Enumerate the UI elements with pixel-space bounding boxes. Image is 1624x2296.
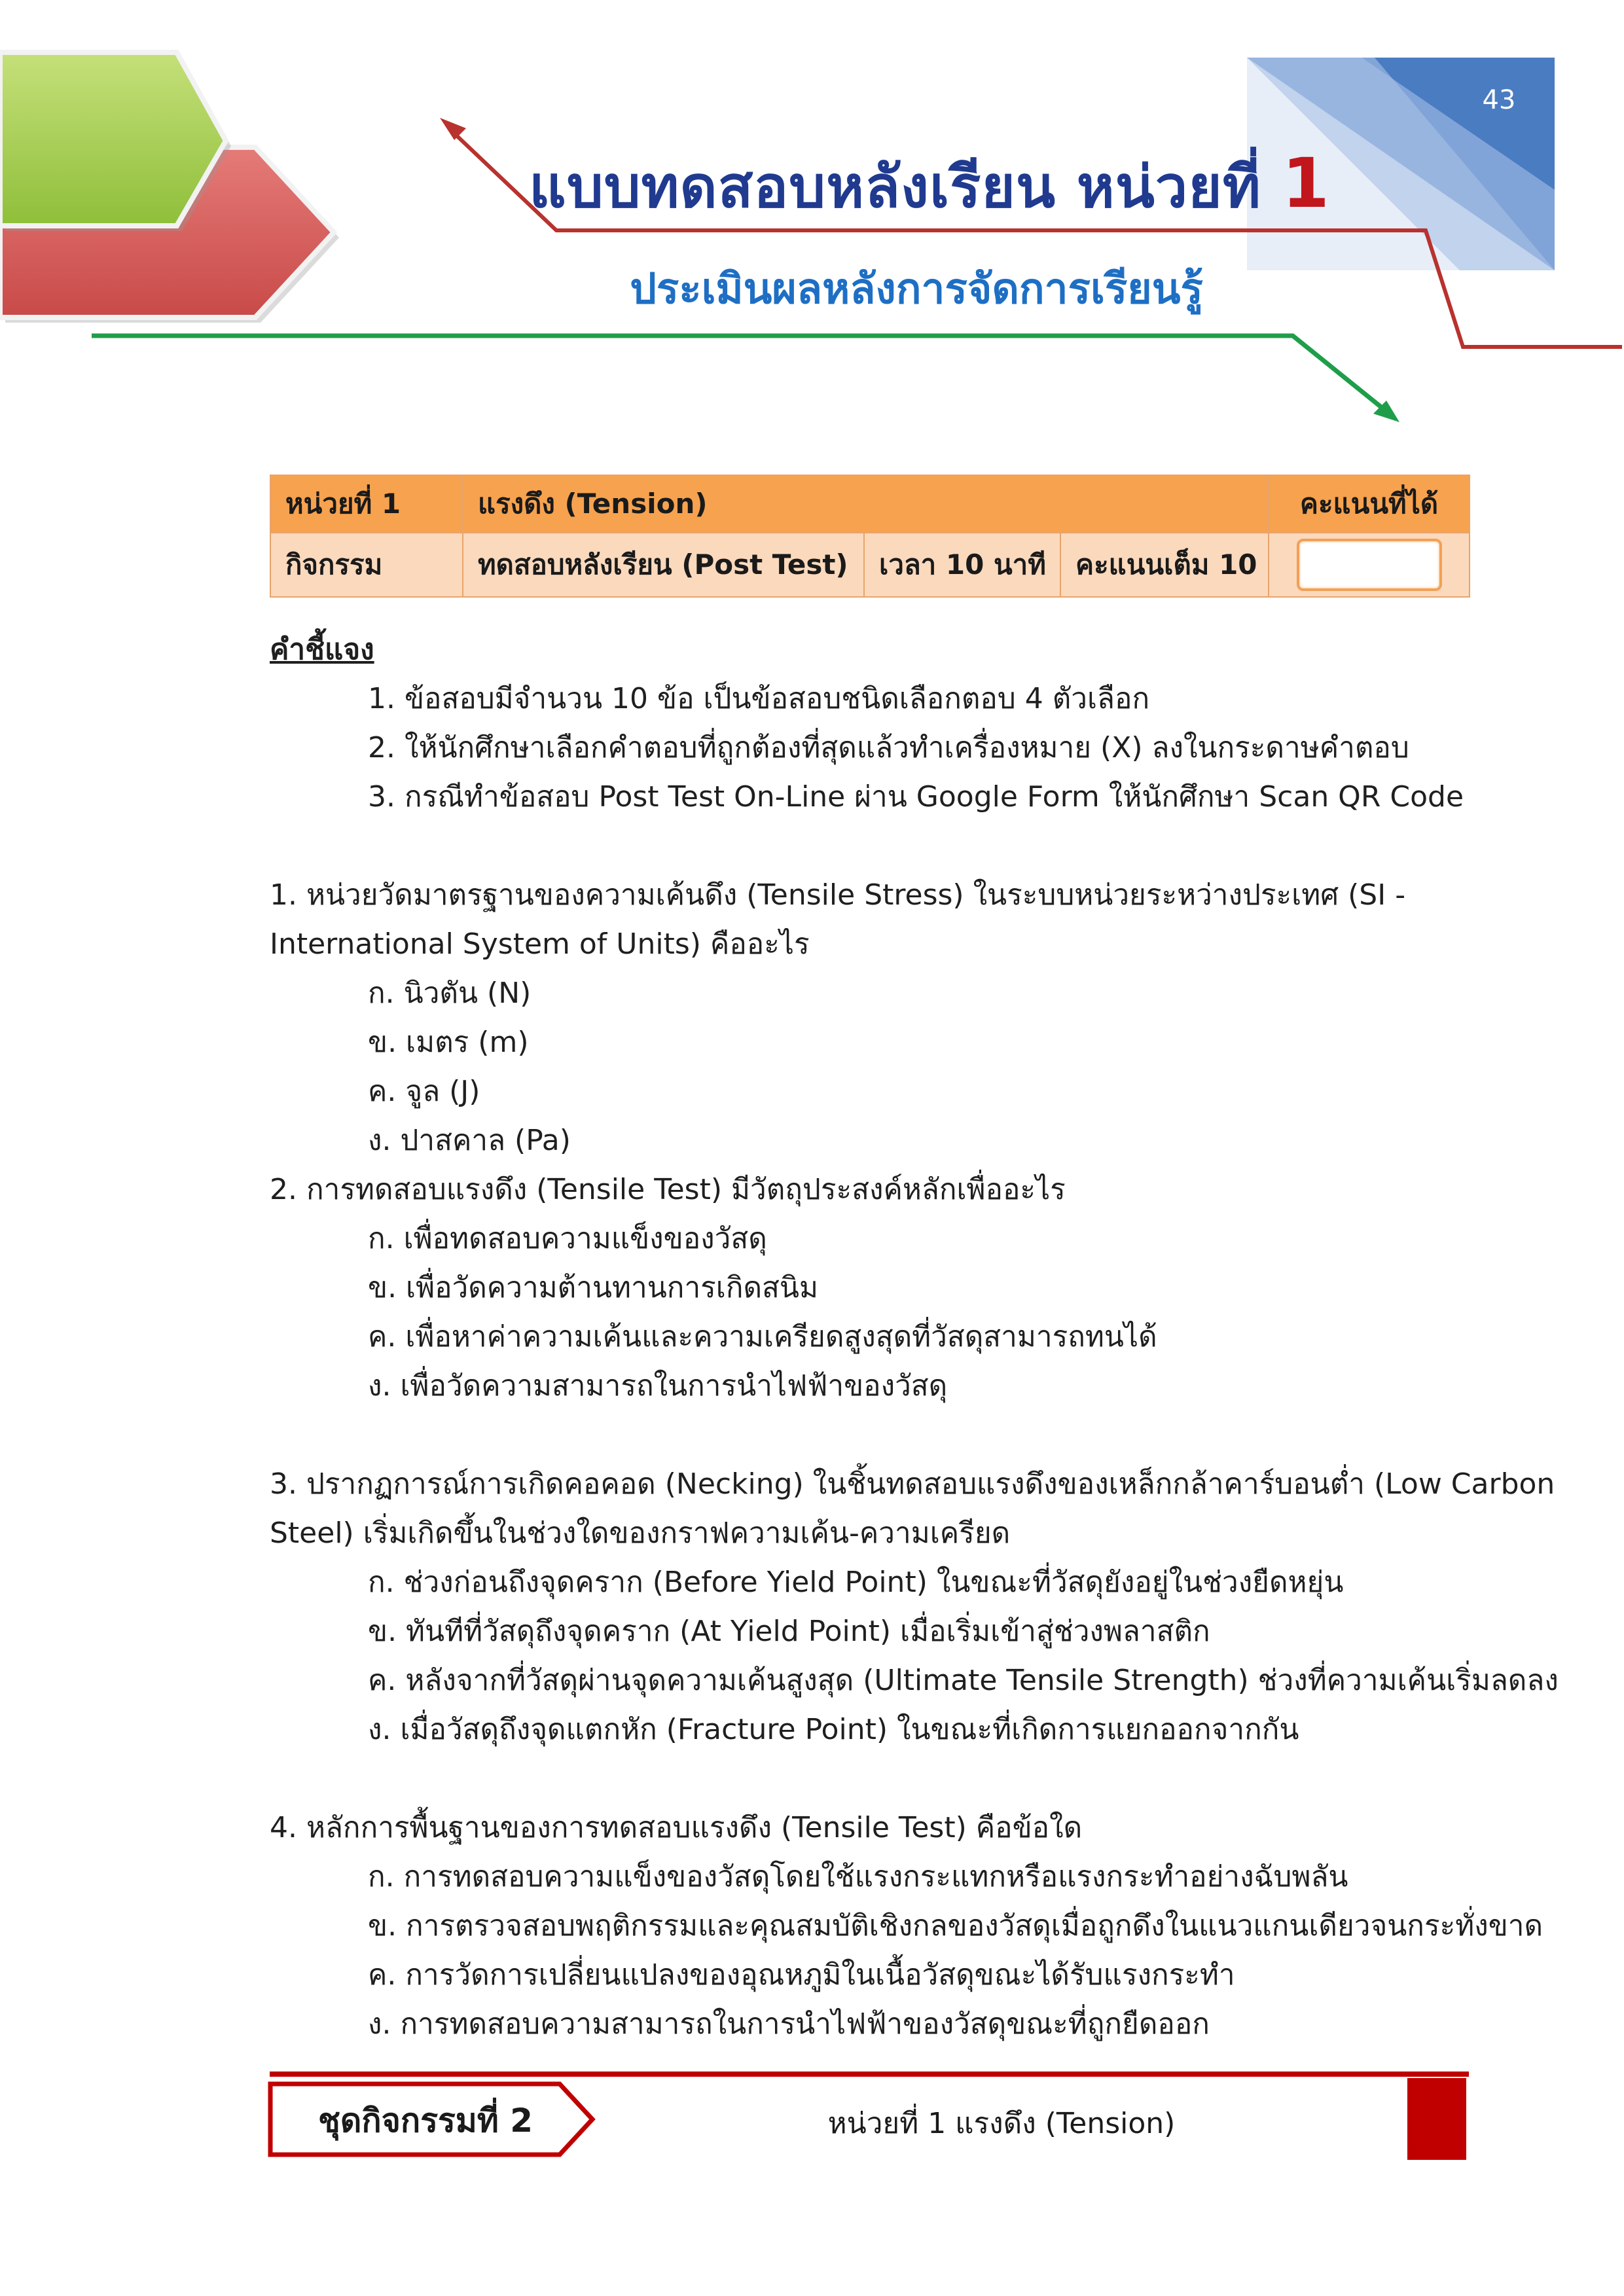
answer-option: ข. เมตร (m) xyxy=(368,1026,529,1059)
instruction-item: 2. ให้นักศึกษาเลือกคำตอบที่ถูกต้องที่สุดแล้วทำเครื่องหมาย (X) ลงในกระดาษคำตอบ xyxy=(368,731,1409,764)
full-score-cell: คะแนนเต็ม 10 xyxy=(1060,533,1269,597)
activity-name-cell: ทดสอบหลังเรียน (Post Test) xyxy=(463,533,864,597)
question-4-text: 4. หลักการพื้นฐานของการทดสอบแรงดึง (Tensile Test) คือข้อใด xyxy=(270,1811,1083,1844)
answer-option: ก. การทดสอบความแข็งของวัสดุโดยใช้แรงกระแทกหรือแรงกระทำอย่างฉับพลัน xyxy=(368,1860,1348,1893)
unit-label-cell: หน่วยที่ 1 xyxy=(270,475,463,533)
instructions-heading: คำชี้แจง xyxy=(270,633,374,666)
worksheet-content xyxy=(270,625,1559,2049)
question-3-text-cont: Steel) เริ่มเกิดขึ้นในช่วงใดของกราฟความเค้น-ความเครียด xyxy=(270,1516,1011,1550)
footer-divider xyxy=(270,2072,1469,2077)
unit-info-table xyxy=(270,475,1470,598)
page-title-number: 1 xyxy=(1282,143,1330,223)
answer-option: ง. เมื่อวัสดุถึงจุดแตกหัก (Fracture Point) ในขณะที่เกิดการแยกออกจากกัน xyxy=(368,1713,1299,1746)
question-1-text-cont: International System of Units) คืออะไร xyxy=(270,927,810,961)
time-cell: เวลา 10 นาที xyxy=(864,533,1060,597)
instruction-item: 3. กรณีทำข้อสอบ Post Test On-Line ผ่าน Google Form ให้นักศึกษา Scan QR Code xyxy=(368,780,1464,814)
answer-option: ค. การวัดการเปลี่ยนแปลงของอุณหภูมิในเนื้อวัสดุขณะได้รับแรงกระทำ xyxy=(368,1958,1235,1992)
unit-name-cell: แรงดึง (Tension) xyxy=(463,475,1269,533)
footer-red-block xyxy=(1407,2078,1466,2160)
green-arrow-shape xyxy=(0,52,226,226)
question-1-text: 1. หน่วยวัดมาตรฐานของความเค้นดึง (Tensile Stress) ในระบบหน่วยระหว่างประเทศ (SI - xyxy=(270,878,1406,912)
score-input-cell xyxy=(1269,533,1470,597)
question-3-text: 3. ปรากฏการณ์การเกิดคอคอด (Necking) ในชิ้นทดสอบแรงดึงของเหล็กกล้าคาร์บอนต่ำ (Low Carbon xyxy=(270,1467,1555,1501)
footer-activity-label: ชุดกิจกรรมที่ 2 xyxy=(317,2102,533,2140)
answer-option: ค. จูล (J) xyxy=(368,1075,480,1108)
activity-label-cell: กิจกรรม xyxy=(270,533,463,597)
answer-option: ง. ปาสคาล (Pa) xyxy=(368,1124,571,1157)
score-input-box[interactable] xyxy=(1297,539,1442,591)
answer-option: ก. ช่วงก่อนถึงจุดคราก (Before Yield Point) ในขณะที่วัสดุยังอยู่ในช่วงยืดหยุ่น xyxy=(368,1566,1344,1599)
answer-option: ง. เพื่อวัดความสามารถในการนำไฟฟ้าของวัสดุ xyxy=(368,1369,948,1403)
footer-unit-text: หน่วยที่ 1 แรงดึง (Tension) xyxy=(827,2107,1176,2140)
answer-option: ค. เพื่อหาค่าความเค้นและความเครียดสูงสุดที่วัสดุสามารถทนได้ xyxy=(368,1320,1157,1354)
answer-option: ค. หลังจากที่วัสดุผ่านจุดความเค้นสูงสุด (Ultimate Tensile Strength) ช่วงที่ความเค้นเริ่มลดลง xyxy=(368,1664,1559,1697)
answer-option: ก. เพื่อทดสอบความแข็งของวัสดุ xyxy=(368,1222,767,1255)
answer-option: ก. นิวตัน (N) xyxy=(368,977,532,1010)
question-2-text: 2. การทดสอบแรงดึง (Tensile Test) มีวัตถุประสงค์หลักเพื่ออะไร xyxy=(270,1173,1066,1206)
answer-option: ข. ทันทีที่วัสดุถึงจุดคราก (At Yield Point) เมื่อเริ่มเข้าสู่ช่วงพลาสติก xyxy=(368,1615,1210,1648)
answer-option: ข. การตรวจสอบพฤติกรรมและคุณสมบัติเชิงกลของวัสดุเมื่อถูกดึงในแนวแกนเดียวจนกระทั่งขาด xyxy=(368,1909,1543,1943)
page-title-text: แบบทดสอบหลังเรียน หน่วยที่ xyxy=(529,153,1261,221)
page-number: 43 xyxy=(1482,85,1516,115)
answer-option: ง. การทดสอบความสามารถในการนำไฟฟ้าของวัสดุขณะที่ถูกยืดออก xyxy=(368,2007,1210,2041)
answer-option: ข. เพื่อวัดความต้านทานการเกิดสนิม xyxy=(368,1271,818,1304)
instruction-item: 1. ข้อสอบมีจำนวน 10 ข้อ เป็นข้อสอบชนิดเลือกตอบ 4 ตัวเลือก xyxy=(368,682,1150,715)
score-label-cell: คะแนนที่ได้ xyxy=(1269,475,1470,533)
page-title xyxy=(458,141,1401,232)
page-subtitle: ประเมินผลหลังการจัดการเรียนรู้ xyxy=(630,265,1203,314)
